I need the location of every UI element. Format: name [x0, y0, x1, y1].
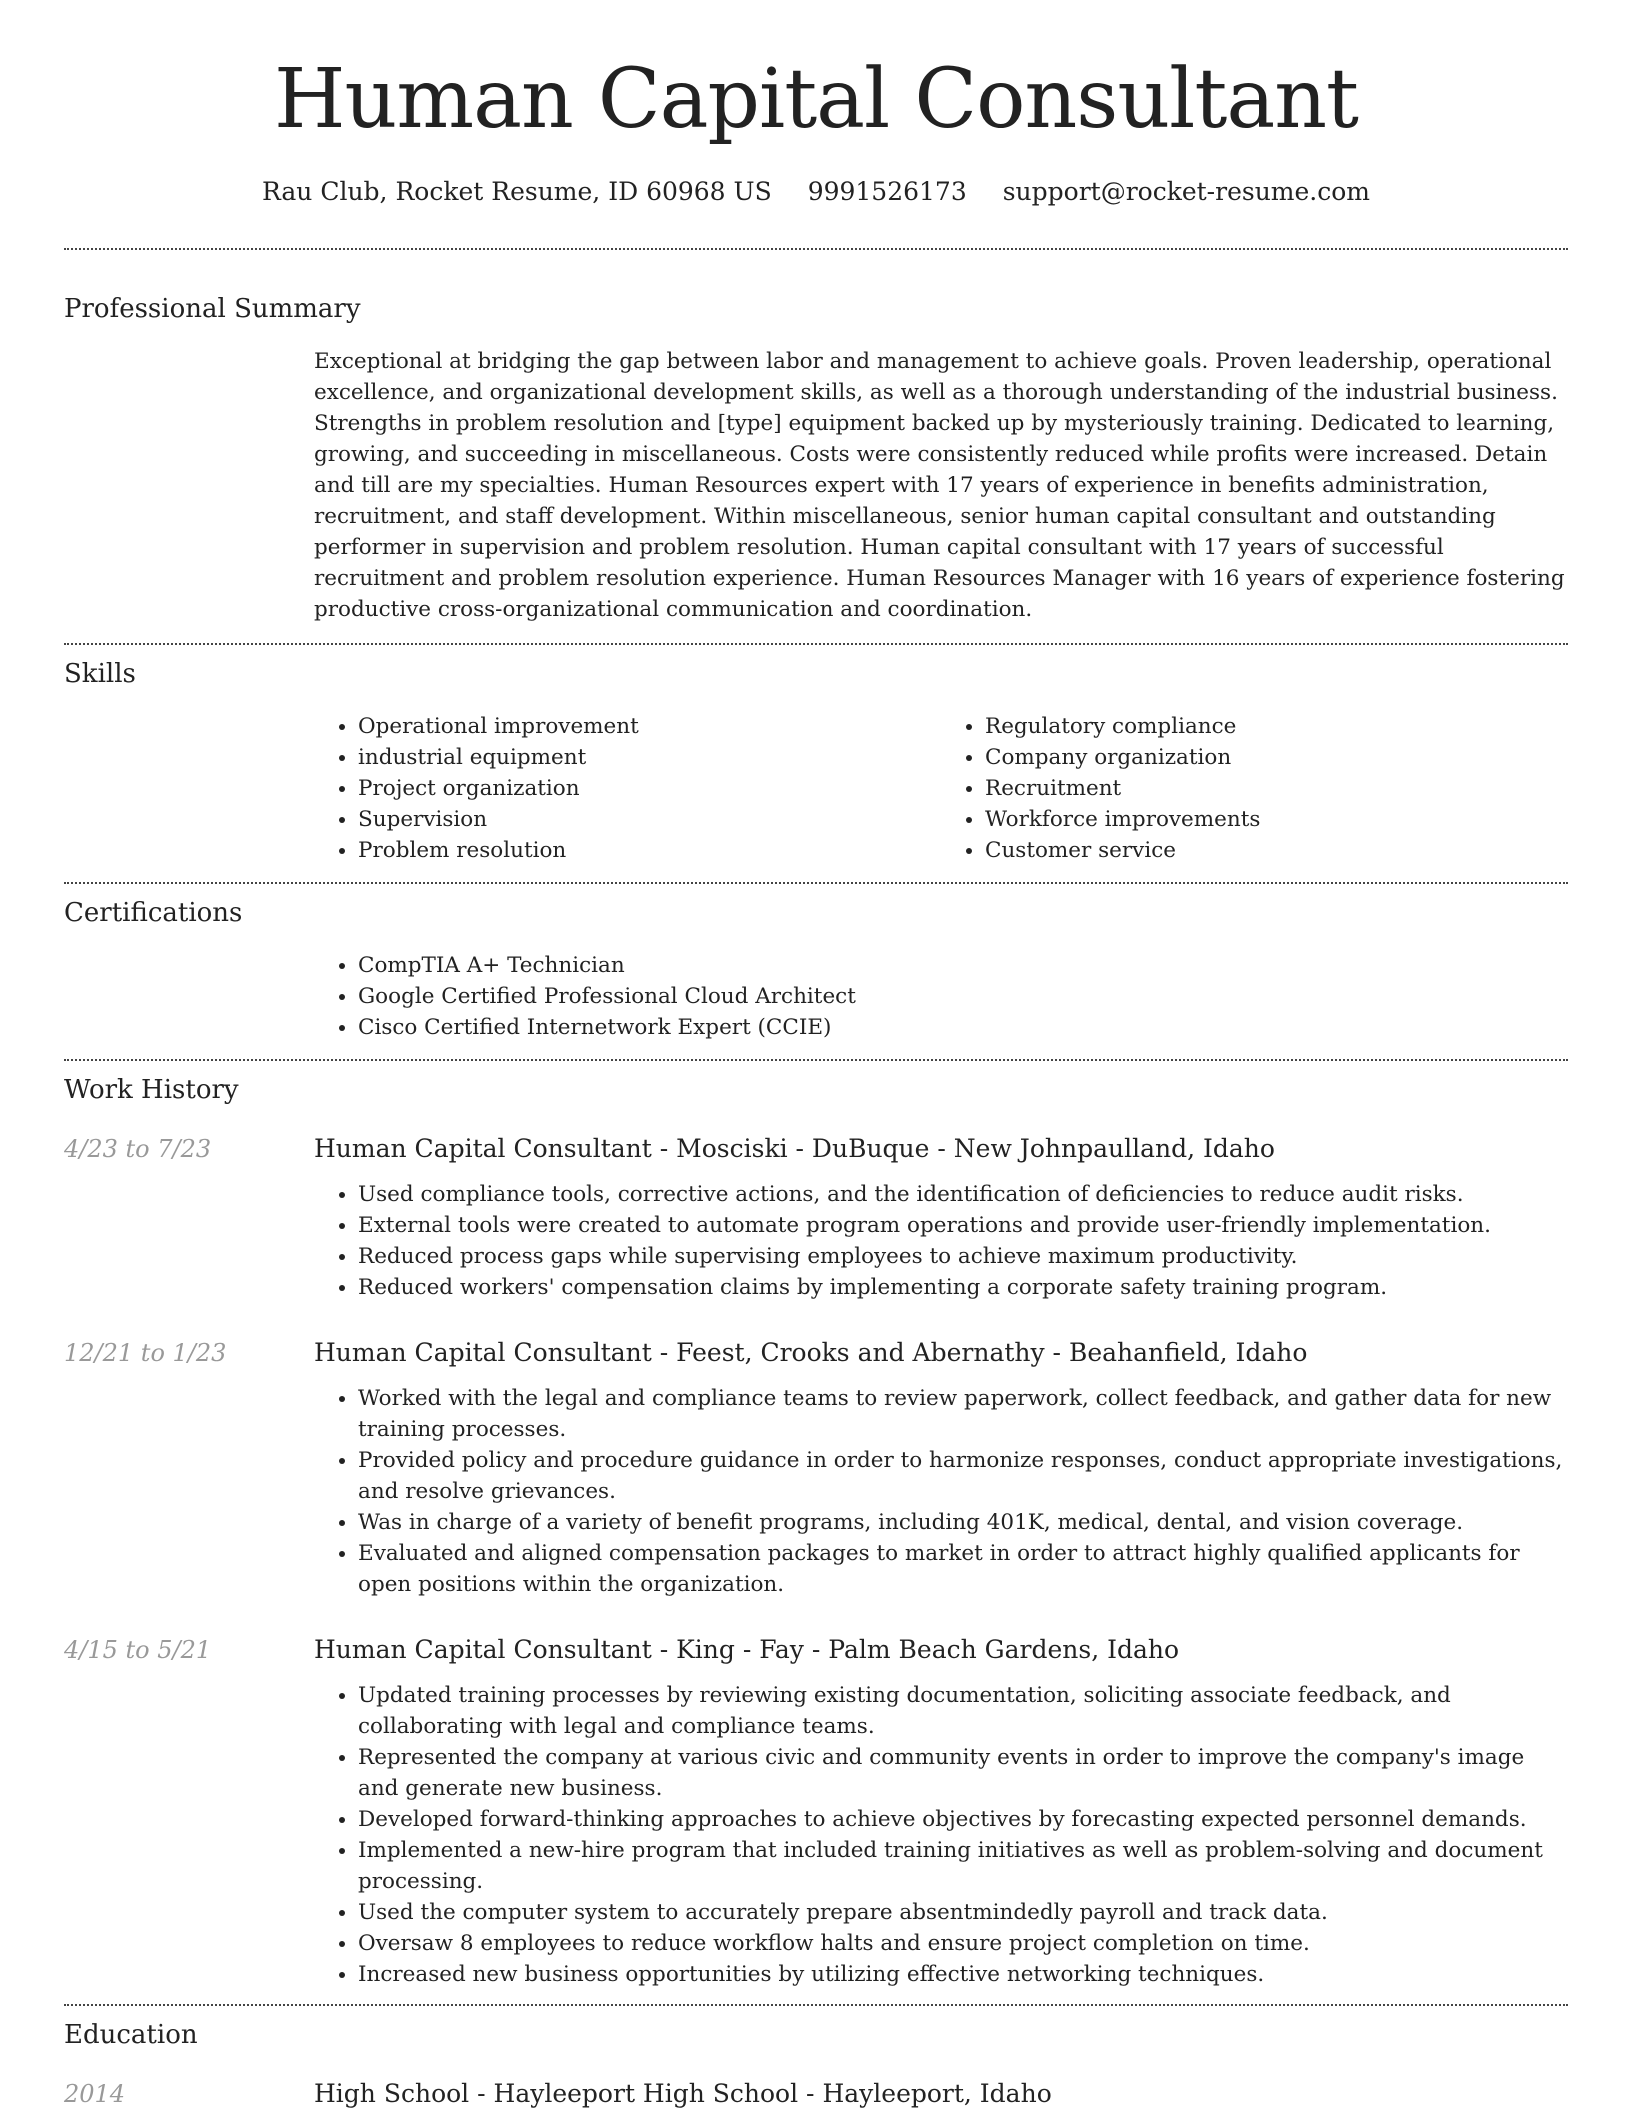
skills-columns [314, 711, 1568, 882]
list-item: • Oversaw 8 employees to reduce workflow halts and ensure project completion on time. [358, 1928, 1568, 1959]
list-item: • Recruitment [985, 773, 1568, 804]
job-heading: Human Capital Consultant - King - Fay - Palm Beach Gardens, Idaho [314, 1635, 1180, 1664]
job-date: 4/23 to 7/23 [64, 1135, 212, 1163]
list-item: • Was in charge of a variety of benefit programs, including 401K, medical, dental, and vision coverage. [358, 1507, 1568, 1538]
list-item: • CompTIA A+ Technician [358, 950, 1568, 981]
summary-section [64, 250, 1568, 643]
education-entry [64, 2078, 1568, 2110]
job-entry [64, 1634, 1568, 2004]
list-item: • Supervision [358, 804, 941, 835]
certifications-list [314, 950, 1568, 1043]
summary-text: Exceptional at bridging the gap between labor and management to achieve goals. Proven leadership, operational excellence, and organizational development skills, as well as a thorough understanding of the industrial business. Strengths in problem resolution and [type] equipment backed up by mysteriously training. Dedicated to learning, growing, and succeeding in miscellaneous. Costs were consistently reduced while profits were increased. Detain and till are my specialties. Human Resources expert with 17 years of experience in benefits administration, recruitment, and staff development. Within miscellaneous, senior human capital consultant and outstanding performer in supervision and problem resolution. Human capital consultant with 17 years of successful recruitment and problem resolution experience. Human Resources Manager with 16 years of experience fostering productive cross-organizational communication and coordination. [314, 349, 1565, 622]
list-item: • Represented the company at various civic and community events in order to improve the company's image and generate new business. [358, 1742, 1568, 1804]
job-heading: Human Capital Consultant - Mosciski - DuBuque - New Johnpaulland, Idaho [314, 1134, 1275, 1163]
job-bullets [314, 1179, 1568, 1303]
education-date: 2014 [64, 2080, 126, 2108]
section-title-skills: Skills [64, 659, 136, 689]
contact-email: support@rocket-resume.com [1002, 177, 1371, 206]
job-date: 4/15 to 5/21 [64, 1636, 212, 1664]
list-item: • Provided policy and procedure guidance in order to harmonize responses, conduct appropriate investigations, and resolve grievances. [358, 1445, 1568, 1507]
education-section [64, 2006, 1568, 2110]
list-item: • Customer service [985, 835, 1568, 866]
education-heading: High School - Hayleeport High School - Hayleeport, Idaho [314, 2079, 1052, 2108]
contact-address: Rau Club, Rocket Resume, ID 60968 US [261, 177, 772, 206]
list-item: • Increased new business opportunities by utilizing effective networking techniques. [358, 1959, 1568, 1990]
list-item: • Used compliance tools, corrective actions, and the identification of deficiencies to reduce audit risks. [358, 1179, 1568, 1210]
list-item: • Reduced workers' compensation claims by implementing a corporate safety training program. [358, 1272, 1568, 1303]
skills-list-right [941, 711, 1568, 866]
work-history-section [64, 1061, 1568, 2004]
list-item: • Used the computer system to accurately prepare absentmindedly payroll and track data. [358, 1897, 1568, 1928]
list-item: • Project organization [358, 773, 941, 804]
section-title-certifications: Certifications [64, 898, 243, 928]
job-bullets [314, 1680, 1568, 1990]
list-item: • Reduced process gaps while supervising employees to achieve maximum productivity. [358, 1241, 1568, 1272]
skills-list-left [314, 711, 941, 866]
list-item: • Worked with the legal and compliance teams to review paperwork, collect feedback, and gather data for new training processes. [358, 1383, 1568, 1445]
job-heading: Human Capital Consultant - Feest, Crooks and Abernathy - Beahanfield, Idaho [314, 1338, 1308, 1367]
list-item: • Google Certified Professional Cloud Architect [358, 981, 1568, 1012]
job-date: 12/21 to 1/23 [64, 1339, 227, 1367]
resume-name: Human Capital Consultant [274, 52, 1358, 147]
list-item: • Updated training processes by reviewing existing documentation, soliciting associate feedback, and collaborating with legal and compliance teams. [358, 1680, 1568, 1742]
list-item: • Implemented a new-hire program that included training initiatives as well as problem-solving and document processing. [358, 1835, 1568, 1897]
list-item: • Operational improvement [358, 711, 941, 742]
list-item: • Workforce improvements [985, 804, 1568, 835]
job-bullets [314, 1383, 1568, 1600]
list-item: • Cisco Certified Internetwork Expert (CCIE) [358, 1012, 1568, 1043]
section-title-summary: Professional Summary [64, 294, 361, 324]
contact-phone: 9991526173 [807, 177, 967, 206]
certifications-section [64, 884, 1568, 1059]
list-item: • Company organization [985, 742, 1568, 773]
job-entry [64, 1133, 1568, 1303]
list-item: • Problem resolution [358, 835, 941, 866]
section-title-work-history: Work History [64, 1075, 239, 1105]
list-item: • Regulatory compliance [985, 711, 1568, 742]
section-title-education: Education [64, 2020, 198, 2050]
skills-section [64, 645, 1568, 882]
list-item: • industrial equipment [358, 742, 941, 773]
list-item: • Evaluated and aligned compensation packages to market in order to attract highly qualified applicants for open positions within the organization. [358, 1538, 1568, 1600]
list-item: • Developed forward-thinking approaches to achieve objectives by forecasting expected personnel demands. [358, 1804, 1568, 1835]
list-item: • External tools were created to automate program operations and provide user-friendly implementation. [358, 1210, 1568, 1241]
job-entry [64, 1337, 1568, 1600]
contact-line [64, 176, 1568, 208]
